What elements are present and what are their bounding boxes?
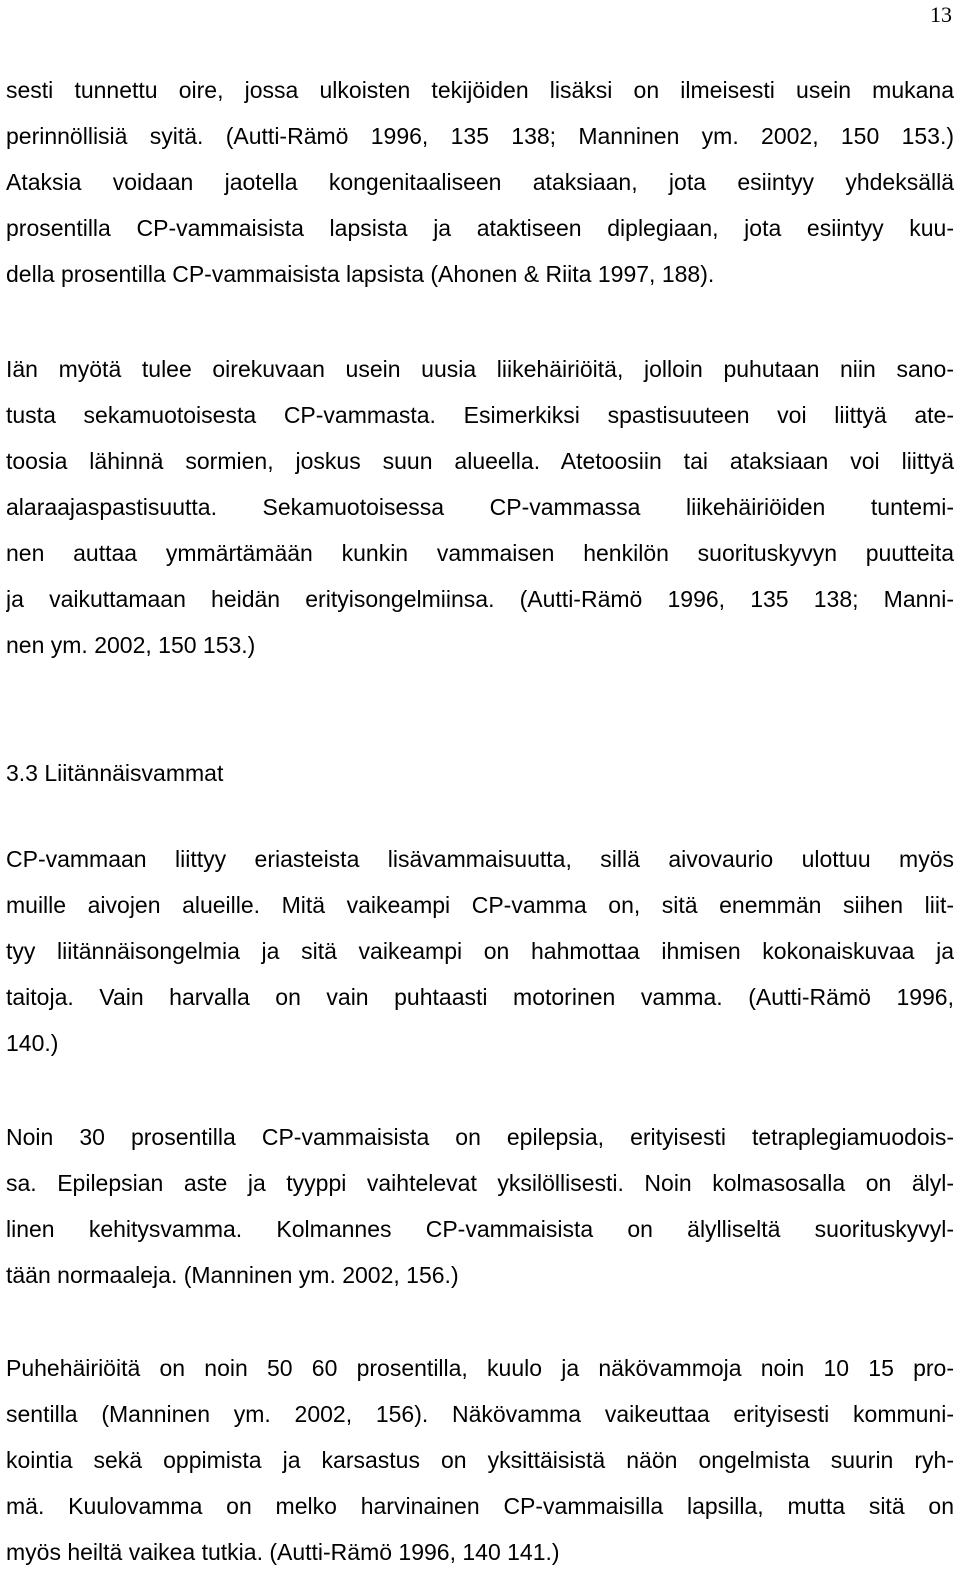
text-line: tyy liitännäisongelmia ja sitä vaikeampi on hahmottaa ihmisen kokonaiskuvaa ja <box>6 938 954 964</box>
text-line: ja vaikuttamaan heidän erityisongelmiinsa. (Autti-Rämö 1996, 135 138; Manni- <box>6 586 954 612</box>
text-line: muille aivojen alueille. Mitä vaikeampi CP-vamma on, sitä enemmän siihen liit- <box>6 892 954 918</box>
paragraph-associated-disabilities <box>6 836 954 1066</box>
text-line: sesti tunnettu oire, jossa ulkoisten tekijöiden lisäksi on ilmeisesti usein mukana <box>6 77 954 103</box>
paragraph-epilepsy <box>6 1114 954 1298</box>
text-line: nen ym. 2002, 150 153.) <box>6 632 256 658</box>
section-heading <box>6 750 954 796</box>
page-number: 13 <box>930 2 952 27</box>
text-line: della prosentilla CP-vammaisista lapsista (Ahonen & Riita 1997, 188). <box>6 261 715 287</box>
text-line: perinnöllisiä syitä. (Autti-Rämö 1996, 135 138; Manninen ym. 2002, 150 153.) <box>6 123 954 149</box>
text-line: sentilla (Manninen ym. 2002, 156). Näkövamma vaikeuttaa erityisesti kommuni- <box>6 1401 954 1427</box>
text-line: sa. Epilepsian aste ja tyyppi vaihtelevat yksilöllisesti. Noin kolmasosalla on älyl- <box>6 1170 954 1196</box>
text-line: toosia lähinnä sormien, joskus suun alueella. Atetoosiin tai ataksiaan voi liittyä <box>6 448 954 474</box>
text-line: Noin 30 prosentilla CP-vammaisista on epilepsia, erityisesti tetraplegiamuodois- <box>6 1124 954 1150</box>
paragraph-speech-hearing-vision <box>6 1345 954 1575</box>
paragraph-ataxia <box>6 67 954 297</box>
text-line: nen auttaa ymmärtämään kunkin vammaisen henkilön suorituskyvyn puutteita <box>6 540 954 566</box>
text-line: mä. Kuulovamma on melko harvinainen CP-vammaisilla lapsilla, mutta sitä on <box>6 1493 954 1519</box>
text-line: tusta sekamuotoisesta CP-vammasta. Esimerkiksi spastisuuteen voi liittyä ate- <box>6 402 954 428</box>
text-line: alaraajaspastisuutta. Sekamuotoisessa CP-vammassa liikehäiriöiden tuntemi- <box>6 494 954 520</box>
text-line: tään normaaleja. (Manninen ym. 2002, 156.) <box>6 1262 459 1288</box>
text-line: kointia sekä oppimista ja karsastus on yksittäisistä näön ongelmista suurin ryh- <box>6 1447 954 1473</box>
text-line: 140.) <box>6 1030 59 1056</box>
section-heading-text: 3.3 Liitännäisvammat <box>6 760 224 786</box>
text-line: Ataksia voidaan jaotella kongenitaaliseen ataksiaan, jota esiintyy yhdeksällä <box>6 169 954 195</box>
text-line: Puhehäiriöitä on noin 50 60 prosentilla, kuulo ja näkövammoja noin 10 15 pro- <box>6 1355 954 1381</box>
text-line: CP-vammaan liittyy eriasteista lisävammaisuutta, sillä aivovaurio ulottuu myös <box>6 846 954 872</box>
text-line: taitoja. Vain harvalla on vain puhtaasti motorinen vamma. (Autti-Rämö 1996, <box>6 984 954 1010</box>
text-line: linen kehitysvamma. Kolmannes CP-vammaisista on älylliseltä suorituskyvyl- <box>6 1216 954 1242</box>
text-line: prosentilla CP-vammaisista lapsista ja ataktiseen diplegiaan, jota esiintyy kuu- <box>6 215 954 241</box>
text-line: Iän myötä tulee oirekuvaan usein uusia liikehäiriöitä, jolloin puhutaan niin sano- <box>6 356 954 382</box>
paragraph-mixed-type <box>6 346 954 668</box>
text-line: myös heiltä vaikea tutkia. (Autti-Rämö 1996, 140 141.) <box>6 1539 560 1565</box>
